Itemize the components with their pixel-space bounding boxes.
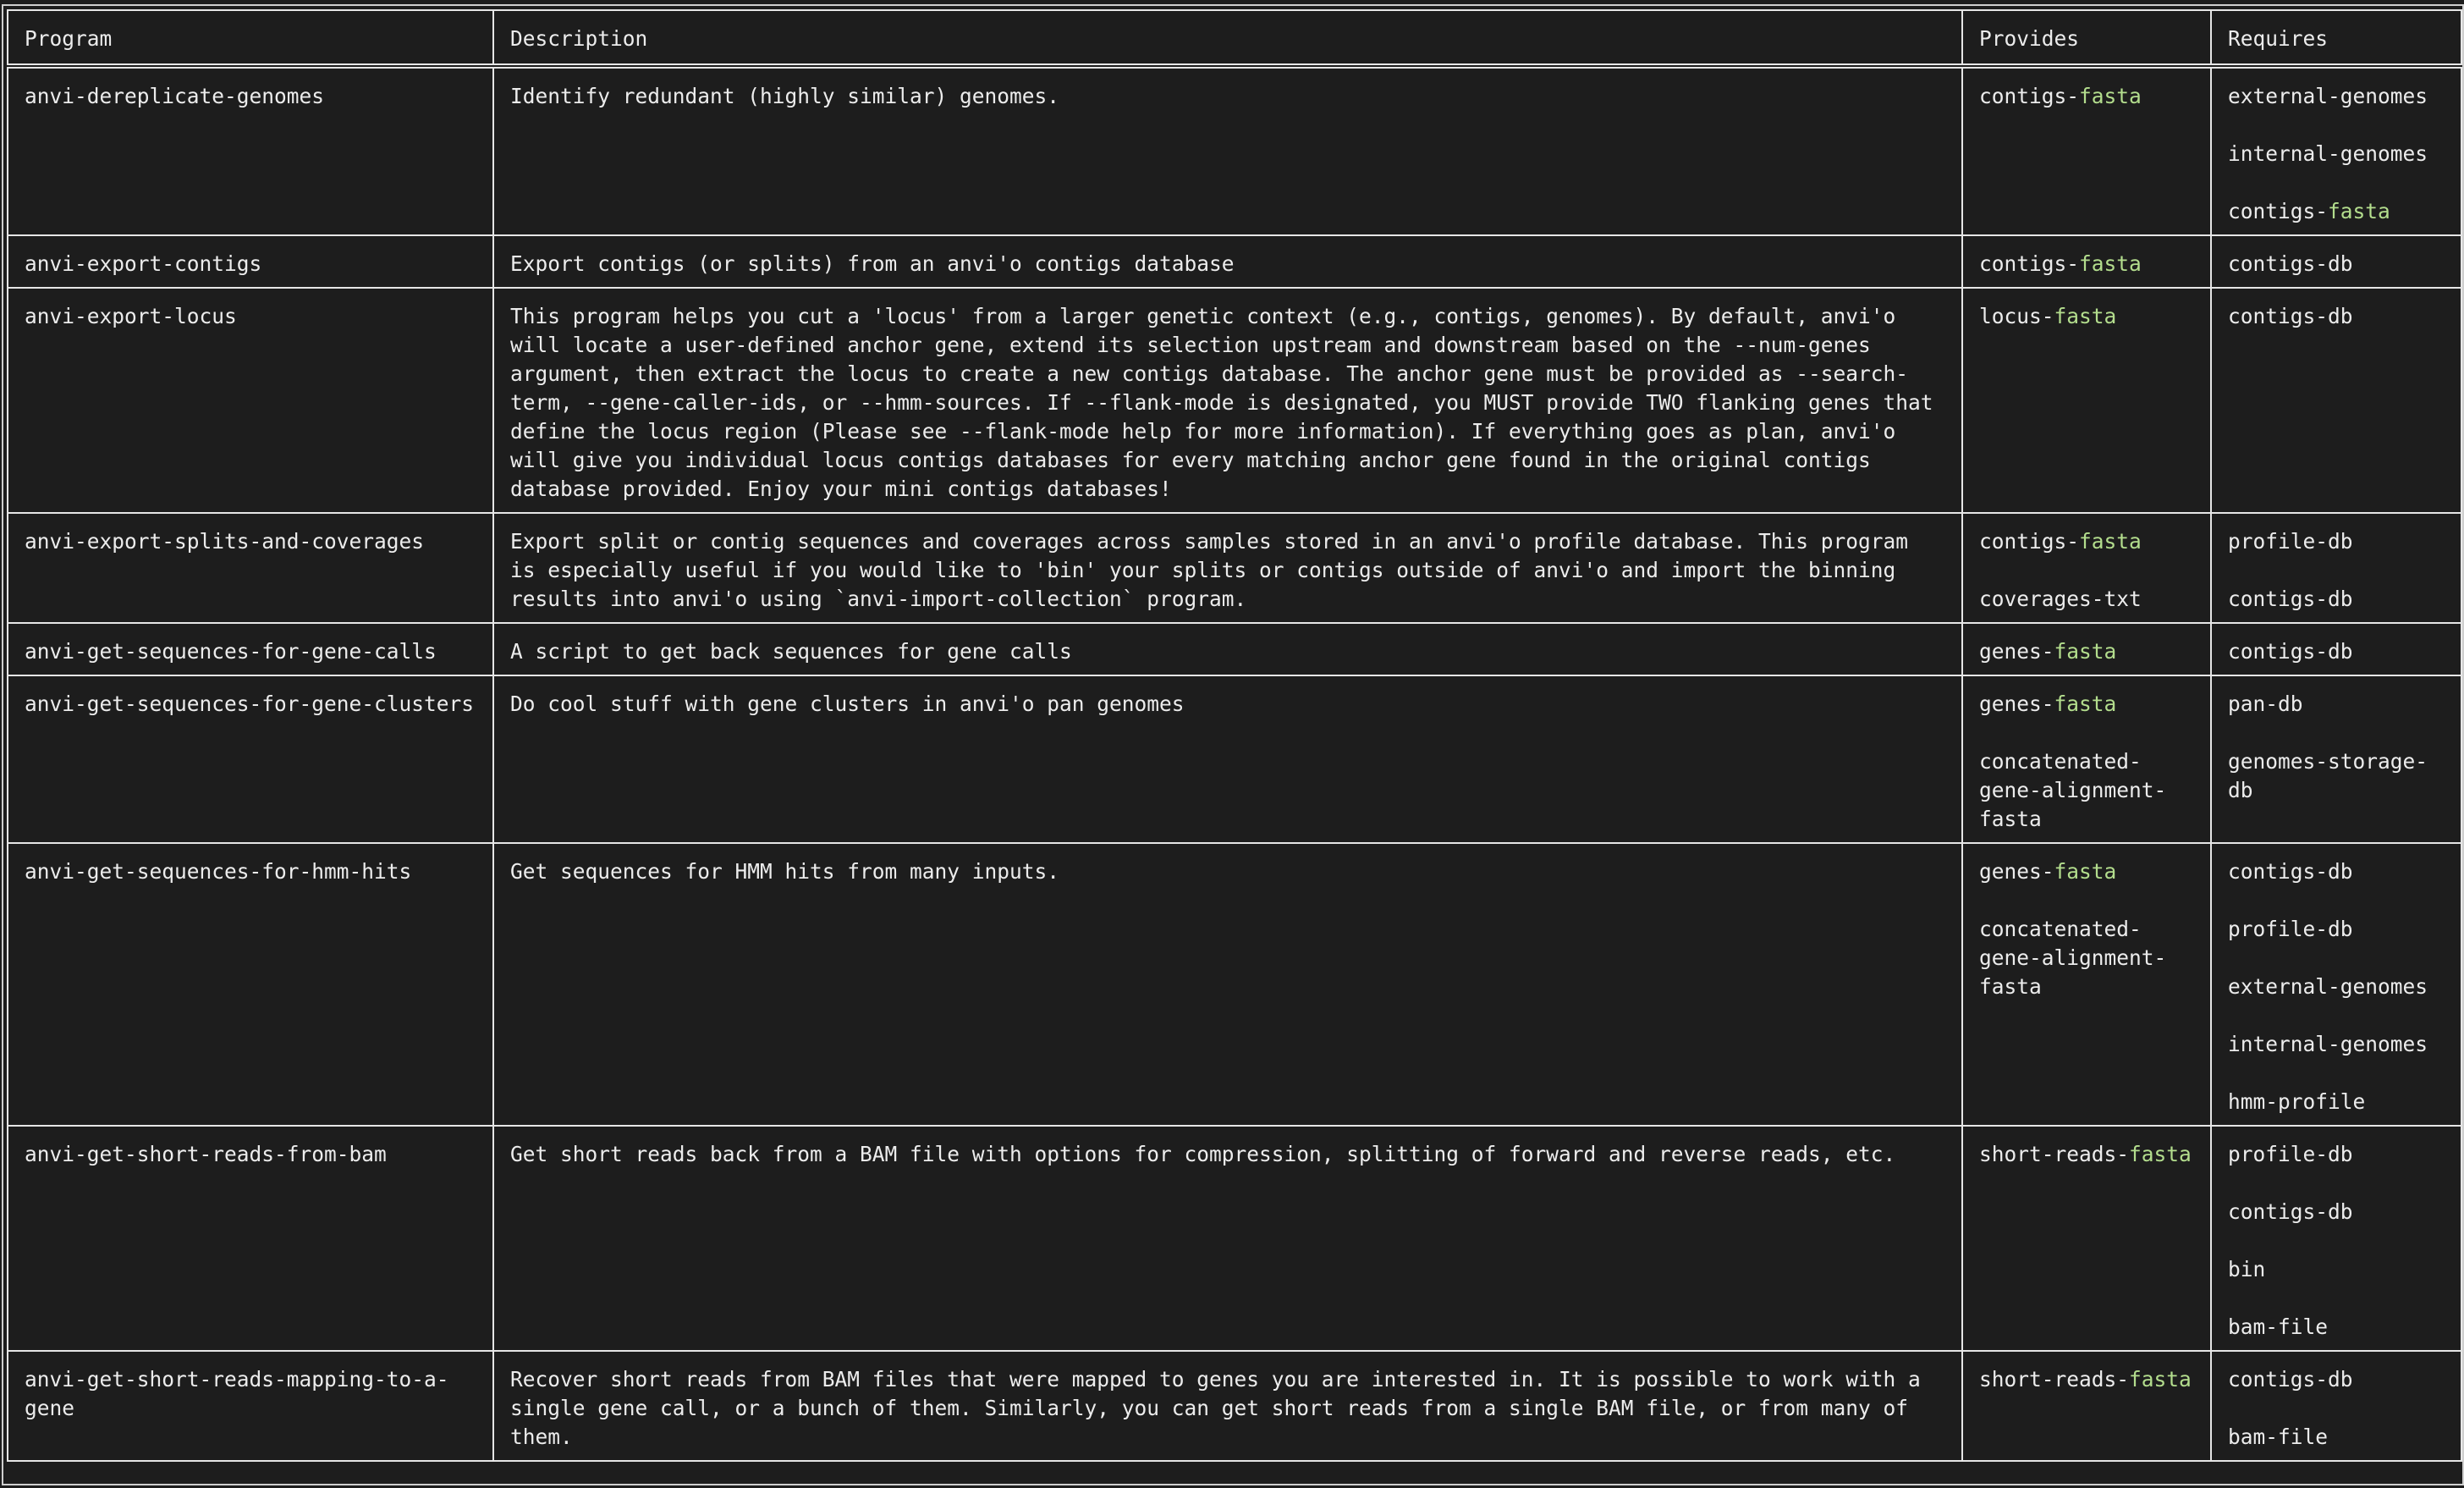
provides-cell xyxy=(1962,1126,2211,1351)
table-row xyxy=(8,1351,2461,1461)
requires-item xyxy=(2228,973,2445,1001)
requires-item xyxy=(2228,690,2445,719)
provides-item-separator: - xyxy=(2116,1367,2130,1392)
requires-item xyxy=(2228,302,2445,331)
program-cell xyxy=(8,1126,493,1351)
provides-cell xyxy=(1962,235,2211,288)
provides-item-name: coverages-txt xyxy=(1979,587,2142,611)
requires-item xyxy=(2228,585,2445,614)
requires-item xyxy=(2228,527,2445,556)
provides-item xyxy=(1979,302,2194,331)
program-cell xyxy=(8,675,493,843)
provides-item xyxy=(1979,857,2194,886)
provides-item-separator: - xyxy=(2066,251,2080,276)
table-row xyxy=(8,1126,2461,1351)
requires-item xyxy=(2228,1313,2445,1342)
requires-cell xyxy=(2211,513,2461,623)
provides-item-name: contigs xyxy=(1979,529,2067,554)
program-name: anvi-get-sequences-for-gene-clusters xyxy=(25,692,475,716)
description-cell xyxy=(493,288,1962,513)
requires-cell xyxy=(2211,675,2461,843)
requires-item-name: pan-db xyxy=(2228,692,2303,716)
requires-item xyxy=(2228,1140,2445,1169)
requires-item xyxy=(2228,1198,2445,1226)
requires-cell xyxy=(2211,1351,2461,1461)
requires-item xyxy=(2228,1088,2445,1116)
provides-item xyxy=(1979,82,2194,111)
requires-item xyxy=(2228,637,2445,666)
requires-item-name: profile-db xyxy=(2228,529,2353,554)
table-row xyxy=(8,513,2461,623)
requires-item-name: genomes-storage-db xyxy=(2228,749,2428,802)
provides-item-separator: - xyxy=(2041,639,2054,664)
provides-item xyxy=(1979,747,2194,834)
provides-item xyxy=(1979,1365,2194,1394)
provides-item-format: fasta xyxy=(2054,304,2117,328)
program-description: Get short reads back from a BAM file with options for compression, splitting of forward and reverse reads, etc. xyxy=(510,1142,1896,1166)
requires-item-name: profile-db xyxy=(2228,917,2353,941)
provides-item xyxy=(1979,585,2194,614)
requires-item-name: external-genomes xyxy=(2228,84,2428,108)
requires-item xyxy=(2228,747,2445,805)
program-description: Export split or contig sequences and coverages across samples stored in an anvi'o profile database. This program is especially useful if you would like to 'bin' your splits or contigs outside of anvi'o and import the binning results into anvi'o using `anvi-import-collection` program. xyxy=(510,529,1909,611)
description-cell xyxy=(493,235,1962,288)
provides-item-format: fasta xyxy=(2129,1367,2192,1392)
provides-item xyxy=(1979,915,2194,1001)
requires-item-name: internal-genomes xyxy=(2228,141,2428,166)
provides-item-name: locus xyxy=(1979,304,2042,328)
provides-item-name: short-reads xyxy=(1979,1142,2117,1166)
provides-item-format: fasta xyxy=(2054,692,2117,716)
header-row xyxy=(8,10,2461,66)
requires-item-name: contigs-db xyxy=(2228,251,2353,276)
provides-item-format: fasta xyxy=(2054,639,2117,664)
description-cell xyxy=(493,843,1962,1126)
requires-item-name: contigs-db xyxy=(2228,1199,2353,1224)
provides-item-name: genes xyxy=(1979,859,2042,884)
requires-item-format: fasta xyxy=(2328,199,2390,223)
program-cell xyxy=(8,66,493,235)
provides-item-name: concatenated-gene-alignment-fasta xyxy=(1979,917,2167,999)
program-description: A script to get back sequences for gene calls xyxy=(510,639,1072,664)
provides-cell xyxy=(1962,288,2211,513)
description-cell xyxy=(493,675,1962,843)
requires-item xyxy=(2228,250,2445,278)
program-name: anvi-dereplicate-genomes xyxy=(25,84,325,108)
program-cell xyxy=(8,513,493,623)
provides-item-name: genes xyxy=(1979,692,2042,716)
program-name: anvi-get-sequences-for-gene-calls xyxy=(25,639,437,664)
requires-cell xyxy=(2211,66,2461,235)
requires-item-name: contigs-db xyxy=(2228,639,2353,664)
header-program: Program xyxy=(8,10,493,66)
provides-item-name: contigs xyxy=(1979,251,2067,276)
requires-item xyxy=(2228,857,2445,886)
header-requires: Requires xyxy=(2211,10,2461,66)
requires-item xyxy=(2228,1365,2445,1394)
requires-item xyxy=(2228,1255,2445,1284)
provides-item-separator: - xyxy=(2041,692,2054,716)
table-row xyxy=(8,675,2461,843)
program-description: Recover short reads from BAM files that were mapped to genes you are interested in. It is possible to work with a single gene call, or a bunch of them. Similarly, you can get short reads from a single BAM file, or from many of them. xyxy=(510,1367,1921,1449)
provides-item-separator: - xyxy=(2066,84,2080,108)
provides-cell xyxy=(1962,66,2211,235)
program-description: This program helps you cut a 'locus' from a larger genetic context (e.g., contigs, genomes). By default, anvi'o will locate a user-defined anchor gene, extend its selection upstream and downstream based on the --num-genes argument, then extract the locus to create a new contigs database. The anchor gene must be provided as --search-term, --gene-caller-ids, or --hmm-sources. If --flank-mode is designated, you MUST provide TWO flanking genes that define the locus region (Please see --flank-mode help for more information). If everything goes as plan, anvi'o will give you individual locus contigs databases for every matching anchor gene found in the original contigs database provided. Enjoy your mini contigs databases! xyxy=(510,304,1933,501)
requires-item xyxy=(2228,1423,2445,1452)
requires-cell xyxy=(2211,288,2461,513)
requires-item-name: contigs-db xyxy=(2228,304,2353,328)
requires-item xyxy=(2228,197,2445,226)
program-description: Get sequences for HMM hits from many inputs. xyxy=(510,859,1060,884)
provides-item-format: fasta xyxy=(2079,529,2142,554)
description-cell xyxy=(493,1126,1962,1351)
program-cell xyxy=(8,843,493,1126)
table-row xyxy=(8,623,2461,675)
provides-item-name: concatenated-gene-alignment-fasta xyxy=(1979,749,2167,831)
table-row xyxy=(8,66,2461,235)
provides-item-name: short-reads xyxy=(1979,1367,2117,1392)
requires-cell xyxy=(2211,843,2461,1126)
provides-item-separator: - xyxy=(2041,859,2054,884)
provides-cell xyxy=(1962,675,2211,843)
program-cell xyxy=(8,623,493,675)
requires-item xyxy=(2228,140,2445,168)
program-name: anvi-export-splits-and-coverages xyxy=(25,529,425,554)
provides-item-format: fasta xyxy=(2079,251,2142,276)
provides-cell xyxy=(1962,513,2211,623)
provides-item-format: fasta xyxy=(2129,1142,2192,1166)
provides-cell xyxy=(1962,1351,2211,1461)
provides-item-separator: - xyxy=(2116,1142,2130,1166)
program-cell xyxy=(8,1351,493,1461)
provides-cell xyxy=(1962,623,2211,675)
requires-item-separator: - xyxy=(2315,199,2329,223)
provides-item-format: fasta xyxy=(2079,84,2142,108)
table-row xyxy=(8,288,2461,513)
program-name: anvi-get-short-reads-from-bam xyxy=(25,1142,387,1166)
table-row xyxy=(8,843,2461,1126)
provides-item xyxy=(1979,690,2194,719)
program-name: anvi-export-locus xyxy=(25,304,237,328)
requires-item-name: internal-genomes xyxy=(2228,1032,2428,1056)
requires-item-name: hmm-profile xyxy=(2228,1089,2366,1114)
provides-item xyxy=(1979,527,2194,556)
description-cell xyxy=(493,513,1962,623)
description-cell xyxy=(493,66,1962,235)
requires-cell xyxy=(2211,1126,2461,1351)
program-name: anvi-get-sequences-for-hmm-hits xyxy=(25,859,412,884)
provides-item xyxy=(1979,250,2194,278)
table-row xyxy=(8,235,2461,288)
requires-item xyxy=(2228,82,2445,111)
requires-cell xyxy=(2211,235,2461,288)
provides-cell xyxy=(1962,843,2211,1126)
program-description: Do cool stuff with gene clusters in anvi'o pan genomes xyxy=(510,692,1185,716)
provides-item xyxy=(1979,1140,2194,1169)
provides-item-format: fasta xyxy=(2054,859,2117,884)
table-body xyxy=(8,66,2461,1461)
provides-item-name: contigs xyxy=(1979,84,2067,108)
description-cell xyxy=(493,623,1962,675)
requires-item-name: contigs-db xyxy=(2228,1367,2353,1392)
requires-item-name: contigs-db xyxy=(2228,859,2353,884)
provides-item xyxy=(1979,637,2194,666)
requires-item-name: profile-db xyxy=(2228,1142,2353,1166)
program-name: anvi-export-contigs xyxy=(25,251,262,276)
program-description: Export contigs (or splits) from an anvi'o contigs database xyxy=(510,251,1235,276)
requires-item-name: external-genomes xyxy=(2228,974,2428,999)
requires-cell xyxy=(2211,623,2461,675)
requires-item xyxy=(2228,1030,2445,1059)
program-cell xyxy=(8,288,493,513)
table-header xyxy=(8,10,2461,66)
requires-item-name: contigs xyxy=(2228,199,2316,223)
provides-item-separator: - xyxy=(2041,304,2054,328)
program-name: anvi-get-short-reads-mapping-to-a-gene xyxy=(25,1367,449,1420)
requires-item-name: bam-file xyxy=(2228,1425,2329,1449)
program-description: Identify redundant (highly similar) genomes. xyxy=(510,84,1060,108)
description-cell xyxy=(493,1351,1962,1461)
provides-item-name: genes xyxy=(1979,639,2042,664)
provides-item-separator: - xyxy=(2066,529,2080,554)
requires-item-name: contigs-db xyxy=(2228,587,2353,611)
requires-item xyxy=(2228,915,2445,944)
header-description: Description xyxy=(493,10,1962,66)
requires-item-name: bin xyxy=(2228,1257,2266,1281)
requires-item-name: bam-file xyxy=(2228,1314,2329,1339)
programs-table xyxy=(7,9,2462,1462)
program-cell xyxy=(8,235,493,288)
header-provides: Provides xyxy=(1962,10,2211,66)
